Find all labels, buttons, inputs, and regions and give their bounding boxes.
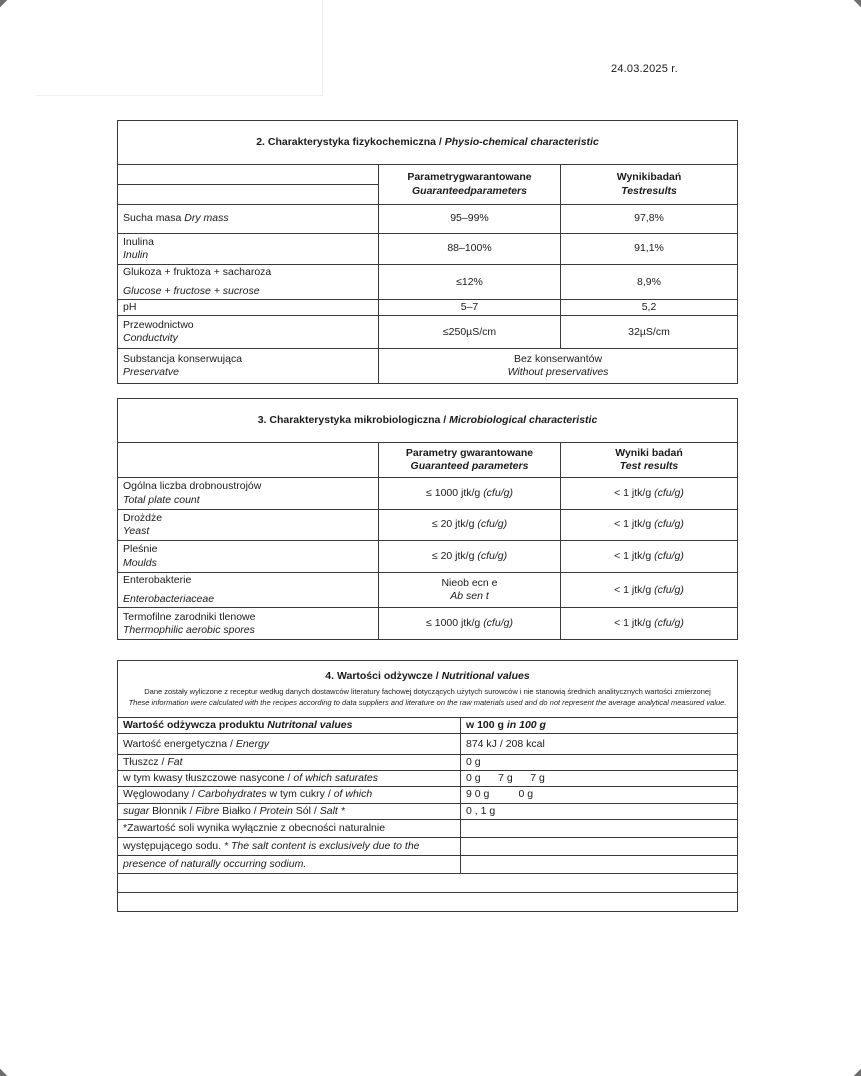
table4-note-en: These information were calculated with the recipes according to data suppliers and literature on the raw materials used and do not represent the average analytical measured value. [128, 697, 727, 707]
guaranteed-value: 5–7 [379, 300, 561, 316]
guaranteed-header-en: Guaranteedparameters [412, 184, 527, 197]
param-name-cell [118, 573, 379, 608]
param-name-en: Dry mass [184, 212, 229, 225]
table2-header-empty-top [118, 165, 379, 185]
param-name-en: Thermophilic aerobic spores [123, 623, 255, 636]
saturates-value: 0 g 7 g 7 g [461, 771, 738, 787]
salt-value: 0 , 1 g [461, 803, 738, 819]
table3-header-results [561, 443, 738, 478]
table4-title [118, 661, 738, 718]
param-name-en: Preservatve [123, 366, 180, 379]
scan-corner-artifact [0, 0, 9, 9]
fat-value: 0 g [461, 755, 738, 771]
table3-header-guaranteed [379, 443, 561, 478]
param-name-en: Inulin [123, 249, 149, 261]
param-name-cell [118, 608, 379, 640]
preservative-statement-en: Without preservatives [507, 366, 609, 379]
guaranteed-value: ≤ 1000 jtk/g (cfu/g) [379, 608, 561, 640]
param-name-pl: Inulina [123, 235, 154, 248]
energy-value: 874 kJ / 208 kcal [461, 734, 738, 755]
table2-header-guaranteed [379, 165, 561, 205]
table4-note [123, 687, 732, 707]
param-name-pl: Termofilne zarodniki tlenowe [123, 610, 256, 623]
param-name-cell [118, 541, 379, 573]
table2-header-empty-bottom [118, 185, 379, 205]
table2-header-results [561, 165, 738, 205]
test-result-value: 97,8% [561, 205, 738, 234]
test-result-value: 5,2 [561, 300, 738, 316]
table3-title [118, 399, 738, 443]
guaranteed-header-en: Guaranteed parameters [410, 460, 529, 472]
table2-title-pl: 2. Charakterystyka fizykochemiczna / [256, 135, 445, 148]
carbohydrates-value: 9 0 g 0 g [461, 787, 738, 803]
table4-title-pl: 4. Wartości odżywcze / [325, 670, 442, 683]
param-name-pl: Ogólna liczba drobnoustrojów [123, 480, 262, 493]
saturates-label: w tym kwasy tłuszczowe nasycone / of which saturates [118, 771, 461, 787]
param-name-cell [118, 205, 379, 234]
table3-header-empty [118, 443, 379, 478]
param-name-cell [118, 510, 379, 541]
nutrition-header-per100g: w 100 g in 100 g [461, 718, 738, 734]
param-name-en: Moulds [123, 556, 157, 569]
footnote-spacer [461, 855, 738, 873]
guaranteed-value: ≤ 1000 jtk/g (cfu/g) [379, 478, 561, 510]
test-result-value: < 1 jtk/g (cfu/g) [561, 608, 738, 640]
param-name-cell [118, 234, 379, 265]
param-name-en: Total plate count [123, 493, 200, 506]
param-name-cell [118, 349, 379, 384]
table3-title-pl: 3. Charakterystyka mikrobiologiczna / [257, 413, 450, 426]
salt-footnote-line3: presence of naturally occurring sodium. [118, 855, 461, 873]
test-result-value: < 1 jtk/g (cfu/g) [561, 478, 738, 510]
results-header-pl: Wynikibadań [616, 171, 682, 184]
empty-row [118, 892, 738, 911]
param-name-cell [118, 478, 379, 510]
table4-title-en: Nutritional values [441, 670, 530, 683]
param-name-pl: Przewodnictwo [123, 319, 194, 332]
param-name-en: Yeast [123, 525, 150, 537]
microbiological-table [117, 398, 738, 640]
results-header-en: Testresults [621, 184, 677, 197]
test-result-value: 91,1% [561, 234, 738, 265]
table4-title-text [123, 670, 732, 683]
test-result-value: 32µS/cm [561, 316, 738, 349]
param-name-pl: Glukoza + fruktoza + sacharoza [123, 266, 272, 278]
param-name-pl: Drożdże [123, 511, 163, 524]
empty-row [118, 873, 738, 892]
test-result-value: < 1 jtk/g (cfu/g) [561, 541, 738, 573]
param-name-pl: Pleśnie [123, 543, 158, 556]
scan-corner-artifact [852, 0, 861, 9]
results-header-en: Test results [619, 460, 679, 472]
param-name-cell: pH [118, 300, 379, 316]
table4-note-pl: Dane zostały wyliczone z receptur według danych dostawców literatury fachowej dotyczących użytych surowców i nie stanowią średnich analitycznych wartości zmierzonej [144, 687, 711, 697]
param-name-pl: Enterobakterie [123, 574, 192, 586]
guaranteed-value: ≤ 20 jtk/g (cfu/g) [379, 541, 561, 573]
guaranteed-value: ≤250µS/cm [379, 316, 561, 349]
guaranteed-header-pl: Parametrygwarantowane [407, 171, 532, 184]
results-header-pl: Wyniki badań [615, 446, 683, 459]
guaranteed-header-pl: Parametry gwarantowane [405, 446, 534, 459]
carbohydrates-label: Węglowodany / Carbohydrates w tym cukry / of which [118, 787, 461, 803]
nutritional-values-table [117, 660, 738, 912]
table3-title-en: Microbiological characteristic [449, 413, 598, 426]
preservative-statement-cell [379, 349, 738, 384]
param-name-pl: Substancja konserwująca [123, 353, 243, 366]
salt-footnote-line1: *Zawartość soli wynika wyłącznie z obecności naturalnie [118, 819, 461, 837]
preservative-statement-pl: Bez konserwantów [513, 353, 603, 366]
footnote-spacer [461, 837, 738, 855]
test-result-value: < 1 jtk/g (cfu/g) [561, 573, 738, 608]
guaranteed-value: ≤12% [379, 265, 561, 300]
param-name-cell [118, 316, 379, 349]
table2-title-en: Physio-chemical characteristic [444, 135, 599, 148]
scan-corner-artifact [0, 1067, 9, 1076]
salt-footnote-line2: występującego sodu. * The salt content is exclusively due to the [118, 837, 461, 855]
param-name-pl: Sucha masa [123, 212, 185, 225]
param-name-cell [118, 265, 379, 300]
guaranteed-value: Nieob ecn e Ab sen t [379, 573, 561, 608]
guaranteed-value: 88–100% [379, 234, 561, 265]
test-result-value: < 1 jtk/g (cfu/g) [561, 510, 738, 541]
physio-chemical-table [117, 120, 738, 384]
fat-label: Tłuszcz / Fat [118, 755, 461, 771]
footnote-spacer [461, 819, 738, 837]
param-name-en: Enterobacteriaceae [123, 593, 215, 606]
logo-placeholder [36, 0, 323, 96]
fibre-protein-salt-label: sugar Błonnik / Fibre Białko / Protein Sól / Salt * [118, 803, 461, 819]
param-name-en: Glucose + fructose + sucrose [123, 285, 260, 298]
document-date: 24.03.2025 r. [611, 63, 678, 75]
nutrition-header-label: Wartość odżywcza produktu Nutritonal values [118, 718, 461, 734]
test-result-value: 8,9% [561, 265, 738, 300]
scan-corner-artifact [852, 1067, 861, 1076]
table2-title [118, 121, 738, 165]
param-name-en: Conductvity [123, 332, 178, 345]
guaranteed-value: 95–99% [379, 205, 561, 234]
energy-label: Wartość energetyczna / Energy [118, 734, 461, 755]
guaranteed-value: ≤ 20 jtk/g (cfu/g) [379, 510, 561, 541]
